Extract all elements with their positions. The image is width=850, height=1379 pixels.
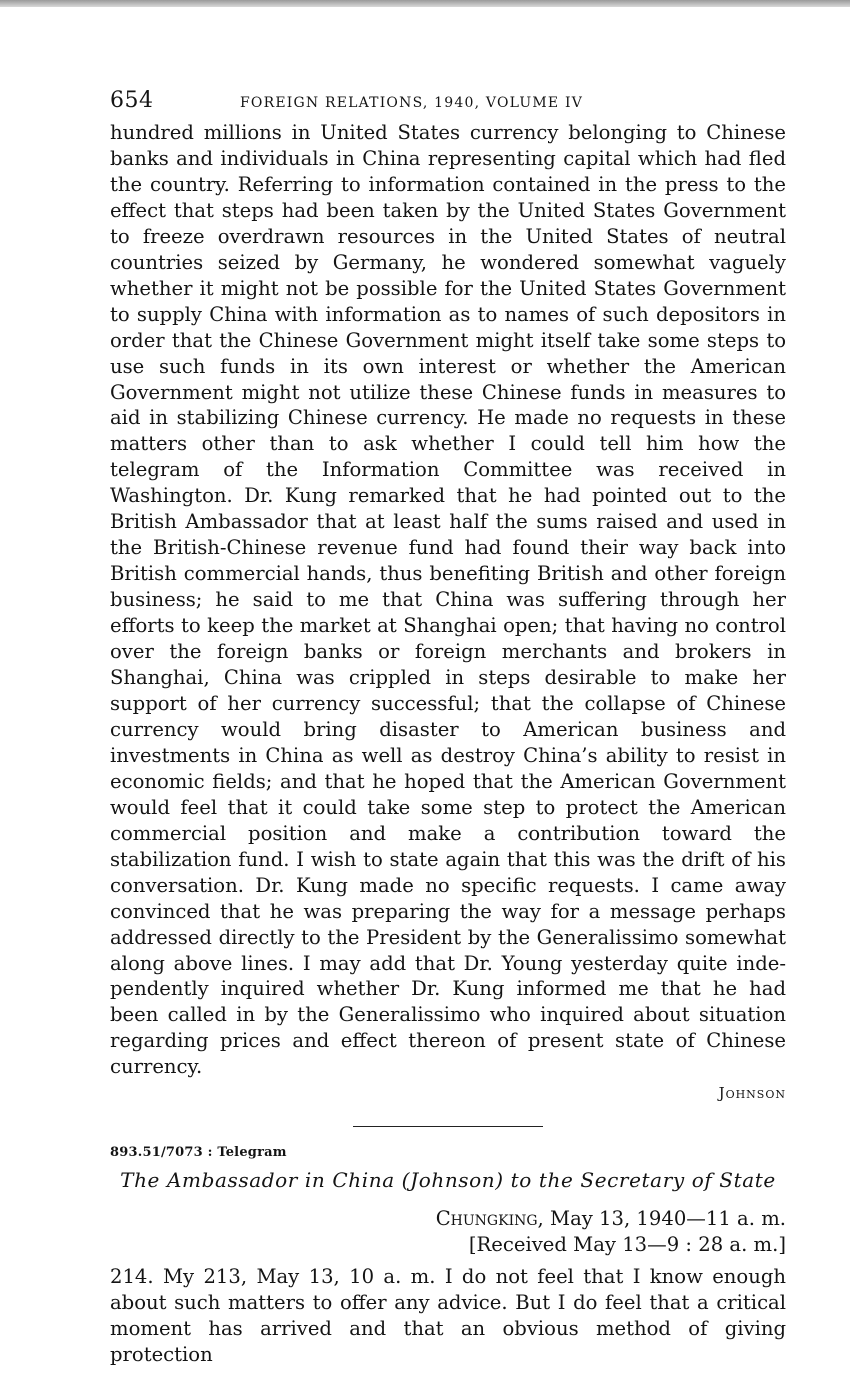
- dateline-sent: [110, 1206, 786, 1232]
- dateline-received: [Received May 13—9 : 28 a. m.]: [468, 1233, 786, 1257]
- dateline-date: , May 13, 1940—11 a. m.: [537, 1207, 786, 1231]
- scan-edge: [0, 0, 850, 7]
- page-header: [110, 88, 786, 118]
- dateline-place: Chungking: [435, 1207, 538, 1231]
- file-reference: 893.51/7073 : Telegram: [110, 1145, 287, 1161]
- continuation-paragraph: hundred millions in United States currency belonging to Chinese banks and individuals in China representing capital which had fled the country. Referring to information contained in the press to the effect that steps had been taken by the United States Government to freeze overdrawn resources in the United States of neutral countries seized by Germany, he wondered somewhat vaguely whether it might not be possible for the United States Government to supply China with information as to names of such depositors in order that the Chinese Government might itself take some steps to use such funds in its own interest or whether the American Government might not utilize these Chinese funds in measures to aid in stabilizing Chinese currency. He made no requests in these matters other than to ask whether I could tell him how the telegram of the Information Committee was received in Washington. Dr. Kung remarked that he had pointed out to the British Ambassador that at least half the sums raised and used in the British-Chinese revenue fund had found their way back into British commercial hands, thus benefiting British and other foreign business; he said to me that China was suffering through her efforts to keep the market at Shanghai open; that having no control over the foreign banks or foreign merchants and brokers in Shanghai, China was crippled in steps desirable to make her support of her currency successful; that the collapse of Chinese currency would bring disaster to American business and investments in China as well as destroy China’s ability to resist in economic fields; and that he hoped that the American Government would feel that it could take some step to protect the American commercial position and make a contribution toward the stabilization fund. I wish to state again that this was the drift of his conversation. Dr. Kung made no specific requests. I came away convinced that he was preparing the way for a message perhaps addressed directly to the President by the Generalissimo somewhat along above lines. I may add that Dr. Young yesterday quite independently inquired whether Dr. Kung informed me that he had been called in by the Generalissimo who inquired about situation regarding prices and effect thereon of present state of Chinese currency.: [110, 121, 786, 1079]
- message-paragraph: 214. My 213, May 13, 10 a. m. I do not feel that I know enough about such matters to offer any advice. But I do feel that a critical moment has arrived and that an obvious method of giving protection: [110, 1265, 786, 1367]
- dateline: [110, 1206, 786, 1258]
- page-number: 654: [110, 88, 154, 113]
- signature: Johnson: [718, 1084, 786, 1103]
- section-divider: [353, 1126, 543, 1127]
- running-head: FOREIGN RELATIONS, 1940, VOLUME IV: [240, 95, 584, 111]
- document-title: The Ambassador in China (Johnson) to the Secretary of State: [120, 1168, 776, 1193]
- document-page: [110, 88, 786, 1368]
